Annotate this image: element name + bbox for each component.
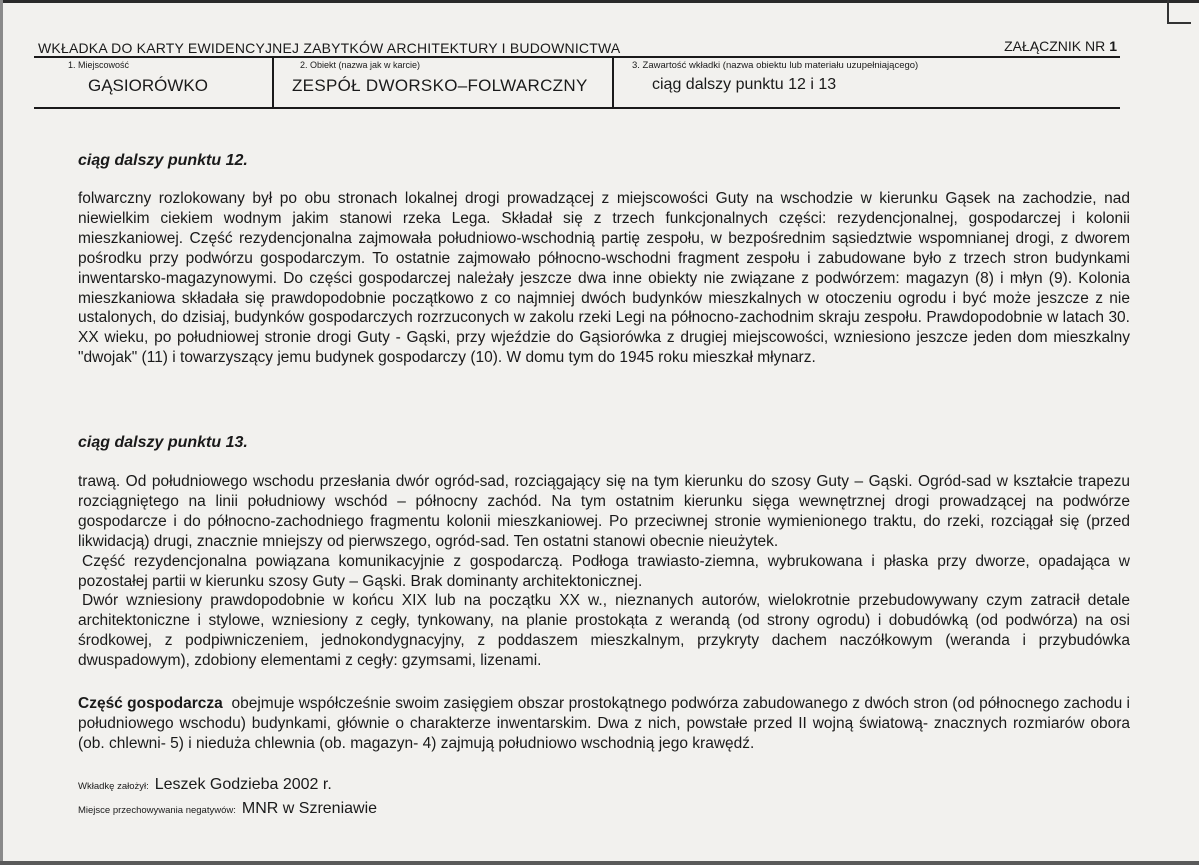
field-contents-label: 3. Zawartość wkładki (nazwa obiektu lub materiału uzupełniającego) bbox=[632, 60, 919, 71]
annex-number-value: 1 bbox=[1109, 38, 1117, 54]
section-13-text bbox=[78, 472, 1130, 671]
footer-author-value: Leszek Godzieba 2002 r. bbox=[154, 776, 332, 793]
section-12-heading: ciąg dalszy punktu 12. bbox=[78, 152, 248, 169]
section-13-heading: ciąg dalszy punktu 13. bbox=[78, 434, 248, 451]
footer-storage-value: MNR w Szreniawie bbox=[241, 800, 378, 817]
section-12-paragraph: folwarczny rozlokowany był po obu stronach lokalnej drogi prowadzącej z miejscowości Guty na wschodzie w kierunku Gąsek na zachodzie, nad niewielkim ciekiem wodnym jakim stanowi rzeka Lega. Składał się z trzech funkcjonalnych części: rezydencjonalnej, gospodarczej i kolonii mieszkaniowej. Część rezydencjonalna zajmowała południowo-wschodnią partię zespołu, w bezpośrednim sąsiedztwie wspomnianej drogi, z dworem pośrodku przy podwórzu gospodarczym. To ostatnie zajmowało północno-wschodni fragment zespołu i zabudowane było z trzech stron budynkami inwentarsko-magazynowymi. Do części gospodarczej należały jeszcze dwa inne obiekty nie związane z podwórzem: magazyn (8) i młyn (9). Kolonia mieszkaniowa składała się prawdopodobnie początkowo z co najmniej dwóch budynków mieszkalnych w otoczeniu ogrodu i być może jeszcze z nie ustalonych, do dzisiaj, budynków gospodarczych rozrzuconych w zakolu rzeki Legi na północno-zachodnim skraju zespołu. Prawdopodobnie w latach 30. XX wieku, po południowej stronie drogi Guty - Gąski, przy wjeździe do Gąsiorówka z drugiej miejscowości, wzniesiono jeszcze jeden dom mieszkalny "dwojak" (11) i towarzyszący jemu budynek gospodarczy (10). W domu tym do 1945 roku mieszkał młynarz. bbox=[78, 190, 1130, 367]
form-title: WKŁADKA DO KARTY EWIDENCYJNEJ ZABYTKÓW ARCHITEKTURY I BUDOWNICTWA bbox=[38, 40, 621, 56]
footer-storage bbox=[78, 800, 377, 818]
annex-number bbox=[1004, 38, 1117, 54]
field-object-value: ZESPÓŁ DWORSKO–FOLWARCZNY bbox=[292, 76, 588, 95]
scan-border-top bbox=[0, 0, 1199, 3]
header-rule-top bbox=[34, 56, 1120, 58]
footer-author-label: Wkładkę założył: bbox=[78, 781, 149, 792]
farm-part-text: obejmuje współcześnie swoim zasięgiem obszar prostokątnego podwórza zabudowanego z dwóch stron (od północnego zachodu i południowego wschodu) budynkami, głównie o charakterze inwentarskim. Dwa z nich, powstałe przed II wojną światową- znacznych rozmiarów obora (ob. chlewni- 5) i nieduża chlewnia (ob. magazyn- 4) zajmują południowo wschodnią jego krawędź. bbox=[78, 695, 1130, 752]
corner-mark bbox=[1167, 0, 1191, 24]
annex-label: ZAŁĄCZNIK NR bbox=[1004, 38, 1106, 54]
section-13-paragraph: Część rezydencjonalna powiązana komunikacyjnie z gospodarczą. Podłoga trawiasto-ziemna, wybrukowana i płaska przy dworze, opadająca w pozostałej partii w kierunku szosy Guty – Gąski. Brak dominanty architektonicznej. bbox=[78, 552, 1130, 590]
farm-part-lead: Część gospodarcza bbox=[78, 695, 223, 712]
farm-part-paragraph bbox=[78, 694, 1130, 754]
scan-border-bottom bbox=[0, 861, 1199, 865]
section-13-paragraph: trawą. Od południowego wschodu przesłania dwór ogród-sad, rozciągający się na tym kierunku do szosy Guty – Gąski. Ogród-sad w kształcie trapezu rozciągniętego na linii południowy wschód – północny zachód. Na tym ostatnim kierunku sięga wewnętrznej drogi prowadzącej na podwórze gospodarcze i do północno-zachodniego fragmentu kolonii mieszkaniowej. Po przeciwnej stronie wymienionego traktu, do rzeki, rozciągał się (przed likwidacją) drugi, znacznie mniejszy od pierwszego, ogród-sad. Ten ostatni stanowi obecnie nieużytek. bbox=[78, 473, 1130, 550]
field-locality-label: 1. Miejscowość bbox=[68, 60, 130, 70]
field-divider bbox=[612, 58, 614, 108]
field-contents-value: ciąg dalszy punktu 12 i 13 bbox=[652, 76, 837, 93]
field-locality-value: GĄSIORÓWKO bbox=[88, 76, 208, 95]
scan-border-left bbox=[0, 0, 3, 865]
header-rule-bottom bbox=[34, 107, 1120, 109]
field-object-label: 2. Obiekt (nazwa jak w karcie) bbox=[300, 60, 421, 70]
footer-storage-label: Miejsce przechowywania negatywów: bbox=[78, 805, 236, 816]
section-12-text bbox=[78, 189, 1130, 368]
section-13-paragraph: Dwór wzniesiony prawdopodobnie w końcu XIX lub na początku XX w., nieznanych autorów, wielokrotnie przebudowywany czym zatracił detale architektoniczne i stylowe, wzniesiony z cegły, tynkowany, na planie prostokąta z werandą (od strony ogrodu) i dobudówką (od podwórza) na osi środkowej, z podpiwniczeniem, jednokondygnacyjny, z poddaszem mieszkalnym, przykryty dachem naczółkowym (weranda i przybudówka dwuspadowym), zdobiony elementami z cegły: gzymsami, lizenami. bbox=[78, 592, 1130, 670]
footer-author bbox=[78, 776, 332, 794]
field-divider bbox=[272, 58, 274, 108]
